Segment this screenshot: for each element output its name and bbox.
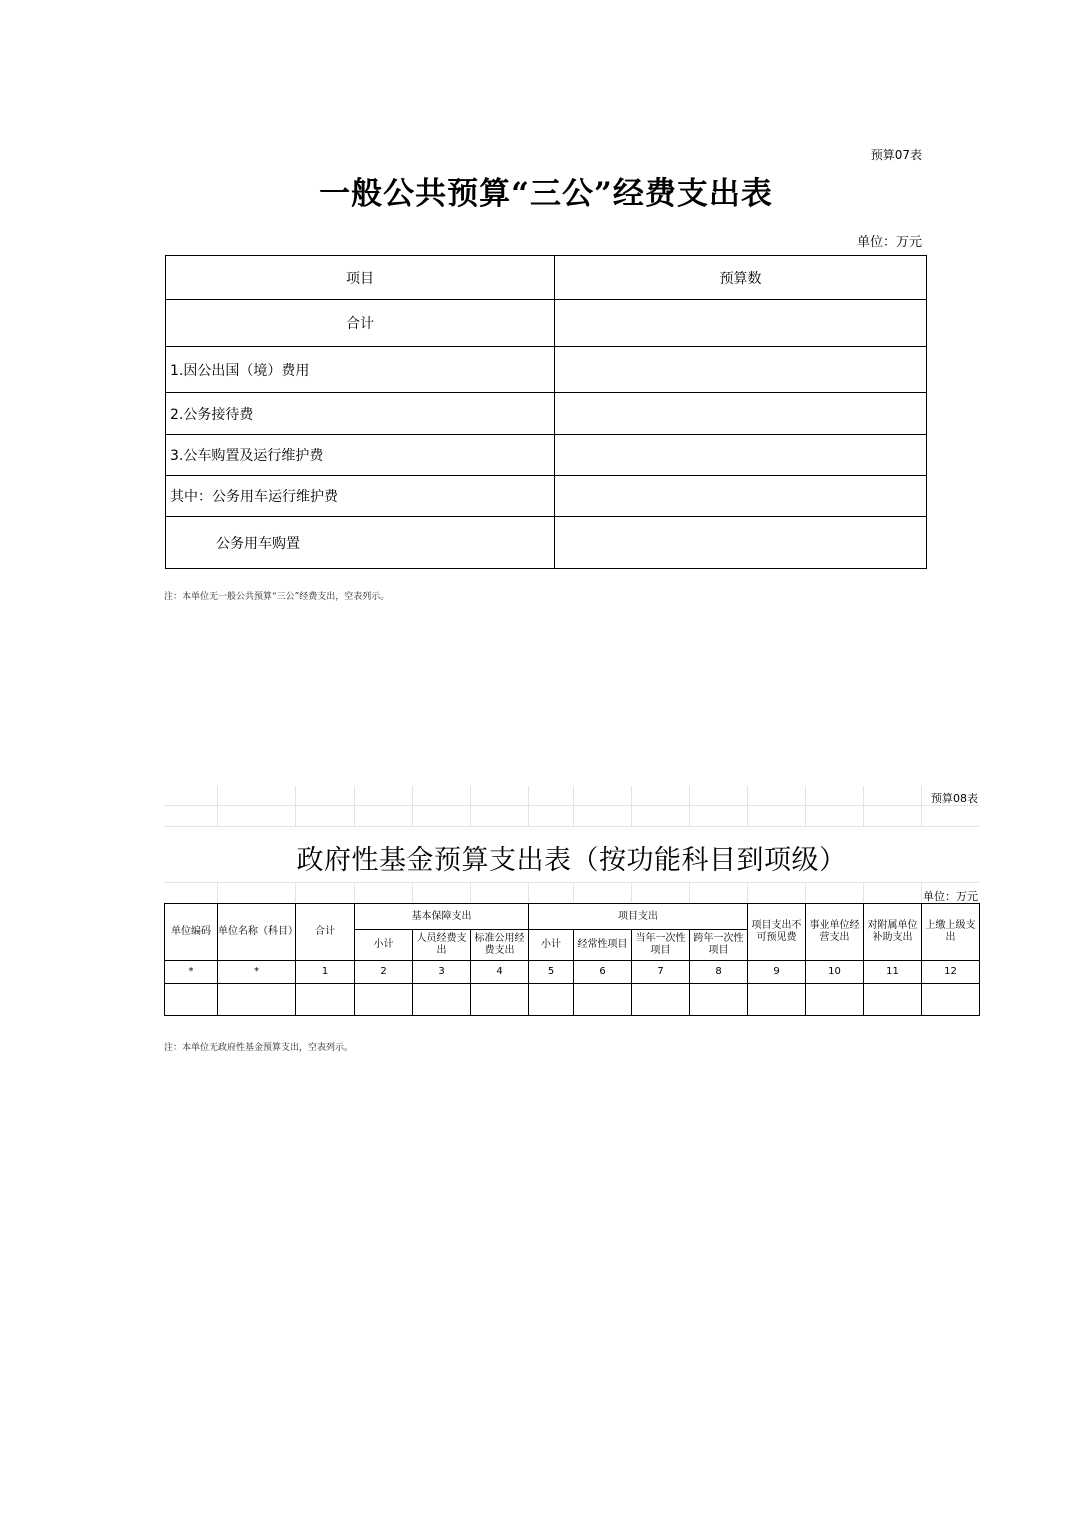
row-label: 2.公务接待费 [166,393,555,435]
table-row [166,476,927,517]
data-cell [218,984,296,1016]
header-personnel: 人员经费支出 [413,930,471,961]
row-value [555,393,927,435]
index-cell: 5 [529,961,574,984]
row-value [555,347,927,393]
index-cell: * [165,961,218,984]
table-row [165,984,980,1016]
data-cell [355,984,413,1016]
header-unforeseen: 项目支出不可预见费 [748,904,806,961]
index-cell: 4 [471,961,529,984]
header-project-subtotal: 小计 [529,930,574,961]
header-budget: 预算数 [555,256,927,300]
header-subsidy: 对附属单位补助支出 [864,904,922,961]
row-value [555,435,927,476]
data-cell [690,984,748,1016]
table-header-row [166,256,927,300]
index-cell: * [218,961,296,984]
row-label: 3.公车购置及运行维护费 [166,435,555,476]
index-cell: 7 [632,961,690,984]
data-cell [413,984,471,1016]
header-business: 事业单位经营支出 [806,904,864,961]
table-row [166,300,927,347]
header-basic-subtotal: 小计 [355,930,413,961]
header-standard-public: 标准公用经费支出 [471,930,529,961]
table07-title: 一般公共预算“三公”经费支出表 [319,176,773,212]
table08-title: 政府性基金预算支出表（按功能科目到项级） [296,845,847,876]
table-row [166,517,927,569]
header-total: 合计 [296,904,355,961]
data-cell [471,984,529,1016]
index-cell: 12 [922,961,980,984]
index-cell: 6 [574,961,632,984]
index-cell: 2 [355,961,413,984]
index-cell: 1 [296,961,355,984]
data-cell [529,984,574,1016]
data-cell [165,984,218,1016]
data-cell [296,984,355,1016]
table08-note: 注：本单位无政府性基金预算支出，空表列示。 [164,1043,354,1053]
row-value-total [555,300,927,347]
table-row [166,347,927,393]
header-superior: 上缴上级支出 [922,904,980,961]
row-value [555,476,927,517]
index-cell: 9 [748,961,806,984]
header-project: 项目支出 [529,904,748,930]
header-one-time-current: 当年一次性项目 [632,930,690,961]
table07-note: 注：本单位无一般公共预算“三公”经费支出，空表列示。 [164,592,390,602]
data-cell [864,984,922,1016]
row-label: 公务用车购置 [166,517,555,569]
index-row [165,961,980,984]
index-cell: 8 [690,961,748,984]
government-fund-expense-table [164,903,980,1016]
header-item: 项目 [166,256,555,300]
data-cell [806,984,864,1016]
table07-tag: 预算07表 [870,148,922,162]
header-basic: 基本保障支出 [355,904,529,930]
table08-tag: 预算08表 [931,792,978,805]
index-cell: 10 [806,961,864,984]
row-label-total: 合计 [166,300,555,347]
data-cell [632,984,690,1016]
data-cell [748,984,806,1016]
header-one-time-multiyear: 跨年一次性项目 [690,930,748,961]
data-cell [922,984,980,1016]
three-public-expense-table [165,255,927,569]
table-row [166,435,927,476]
index-cell: 11 [864,961,922,984]
row-label: 其中：公务用车运行维护费 [166,476,555,517]
data-cell [574,984,632,1016]
header-unit-name: 单位名称（科目） [218,904,296,961]
header-unit-code: 单位编码 [165,904,218,961]
table-header-row [165,904,980,930]
table08-unit: 单位：万元 [923,890,978,903]
table-row [166,393,927,435]
row-value [555,517,927,569]
row-label: 1.因公出国（境）费用 [166,347,555,393]
header-recurring: 经常性项目 [574,930,632,961]
table07-unit: 单位：万元 [856,235,922,250]
index-cell: 3 [413,961,471,984]
